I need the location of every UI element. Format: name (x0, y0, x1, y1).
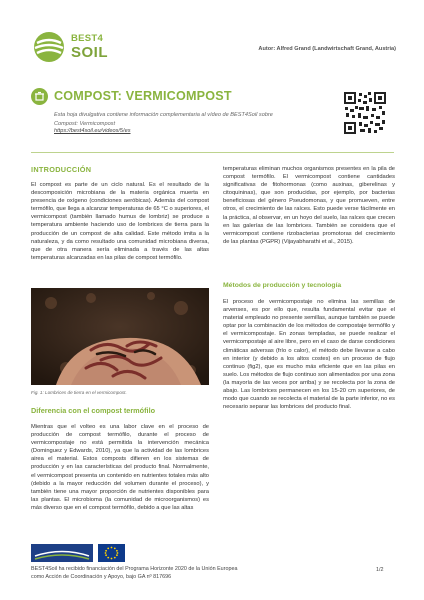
qr-code (344, 92, 386, 134)
video-link[interactable]: https://best4soil.eu/videos/5/es (54, 128, 131, 134)
photo-caption: Fig. 1: Lombrices de tierra en el vermicompost. (31, 390, 127, 395)
earthworms-photo (31, 288, 209, 385)
logo-line1: BEST4 (71, 33, 104, 44)
difference-paragraph: Mientras que el volteo es una labor clave en el proceso de producción de compost termófilo, durante el proceso de vermicompostaje no está permitida la intervención mecánica (Dominguez y Edwards, 2010), ya que la actividad de las lombrices airea el material. Estos composts difieren en los sistemas de producción y en las características del producto final. Normalmente, el vermicompost presenta un contenido en nutrientes totales más alto (debido a la mayor reducción del volumen durante el proceso), y también tiene una mayor proporción de nutrientes disponibles para las plantas. El microbioma (la comunidad de microorganismos) es más diverso que en el compost termófilo, debido a que las altas (31, 424, 209, 511)
intro-note: Esta hoja divulgativa contiene información complementaria al vídeo de BEST4Soil sobre Compost: Vermicompost (54, 112, 273, 127)
methods-paragraph: El proceso de vermicompostaje no elimina las semillas de arvenses, es por ello que, resulta fundamental evitar que el material empleado no presente semillas, aunque también se puede optar por la combinación de los métodos de compostaje termófilo y el vermicompostaje. En zonas templadas, se puede realizar el vermicompostaje al aire libre, pero en el caso de darse condiciones climáticas adversas (frío o calor), el método debe llevarse a cabo en interior (y debido a los altos costes) en un proceso de flujo continuo (fig2), que es mucho más eficiente que en las pilas en suelo. Los métodos de flujo continuo son alimentados por una zona (la mayoría de las veces por arriba) y se recolecta por la zona de abajo. Las lombrices permanecen en los 15-20 cm superiores, de modo que cuando se recolecta el material de la parte inferior, no es necesario separar las lombrices del producto final. (223, 299, 395, 411)
author-line: Autor: Alfred Grand (Landwirtschaft Grand, Austria) (258, 46, 396, 52)
funding-statement: BEST4Soil ha recibido financiación del Programa Horizonte 2020 de la Unión Europea como Acción de Coordinación y Apoyo, bajo GA nº 817696 (31, 566, 238, 580)
intro-paragraph: El compost es parte de un ciclo natural. Es el resultado de la descomposición microbiana de la materia orgánica muerta en presencia de oxígeno (condiciones aeróbicas). Además del compost termófilo, que llega a alcanzar temperaturas de 65 °C o superiores, el vermicompost (también llamado humus de lombriz) se produce a temperatura ambiente haciendo uso de lombrices de tierra para la producción de un compost de alta calidad. Este método imita a la naturaleza, y da como resultado una comunidad microbiana diversa, que de otra manera sería eliminada a través de las altas temperaturas alcanzadas en las pilas de compost termófilo. (31, 182, 209, 261)
methods-heading: Métodos de producción y tecnología (223, 282, 342, 289)
best4soil-logo (31, 28, 121, 68)
compost-icon (31, 88, 48, 105)
difference-heading: Diferencia con el compost termófilo (31, 406, 156, 415)
header-divider (31, 152, 394, 153)
page-number: 1/2 (376, 567, 384, 573)
logo-line2: SOIL (71, 44, 109, 61)
continuation-paragraph: temperaturas eliminan muchos organismos presentes en la pila de compost termófilo. El vermicompost contiene cantidades significativas de fitohormonas (como auxinas, giberelinas y citoquininas), que son producidas, por ejemplo, por bacterias beneficiosas del género Pseudomonas, y que promueven, entre otros, el crecimiento de las raíces. Esto puede verse fácilmente en la práctica, al observar, en un hoyo del suelo, las raíces que crecen en las galerías de las lombrices. También se considera que el vermicompost contiene rizobacterias promotoras del crecimiento de las plantas (PGPR) (Vijayabharathi et al., 2015). (223, 166, 395, 245)
intro-heading: INTRODUCCIÓN (31, 165, 92, 174)
soil-logo-icon (31, 31, 67, 63)
eu-flag-icon (98, 544, 125, 562)
page-title: COMPOST: VERMICOMPOST (54, 89, 232, 103)
